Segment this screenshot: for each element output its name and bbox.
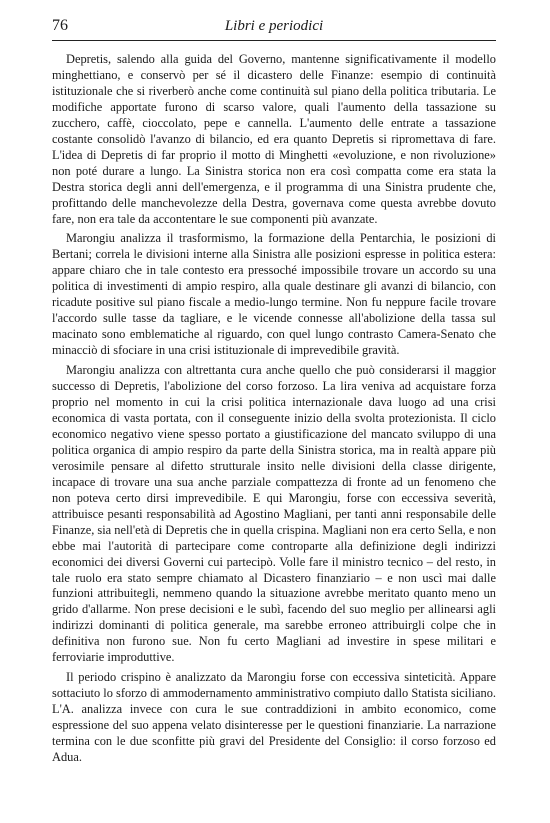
body-text bbox=[52, 52, 496, 766]
paragraph-3: Marongiu analizza con altrettanta cura anche quello che può considerarsi il maggior successo di Depretis, l'abolizione del corso forzoso. La lira veniva ad acquistare forza proprio nel momento in cui la crisi politica internazionale dava luogo ad una crisi economica di vasta portata, con il conseguente inizio della svolta protezionista. Il ciclo economico negativo viene spesso portato a giustificazione del mancato sviluppo di una politica organica di ampio respiro da parte della Sinistra storica, ma in realtà appare più verosimile pensare al difetto strutturale insito nelle divisioni della classe dirigente, incapace di trovare una sua anche parziale compattezza di fronte ad un fenomeno che non poteva certo dirsi imprevedibile. E qui Marongiu, forse con eccessiva severità, attribuisce pesanti responsabilità ad Agostino Magliani, per tanti anni responsabile delle Finanze, sia nell'età di Depretis che in quella crispina. Magliani non era certo Sella, e non ebbe mai l'autorità di partecipare come controparte alla definizione degli indirizzi economici dei diversi Governi cui partecipò. Volle fare il ministro tecnico – del resto, in tale ruolo era stato sempre chiamato al Dicastero finanziario – e non uscì mai dalle funzioni attribuitegli, nemmeno quando la situazione avrebbe meritato quanto meno un grido d'allarme. Non prese decisioni e le subì, facendo del suo meglio per allinearsi agli indirizzi dominanti di politica generale, ma sarebbe erroneo attribuirgli colpe che in definitiva non furono sue. Non fu certo Magliani ad investire in spese militari e ferroviarie improduttive. bbox=[52, 363, 497, 665]
page-number: 76 bbox=[52, 17, 68, 34]
paragraph-2: Marongiu analizza il trasformismo, la formazione della Pentarchia, le posizioni di Bertani; correla le divisioni interne alla Sinistra alle posizioni espresse in politica estera: appare chiaro che in tale contesto era pressoché impossibile trovare un accordo su una politica di investimenti di ampio respiro, alla quale destinare gli avanzi di bilancio, con ricadute positive sul piano fiscale a medio-lungo termine. Non fu neppure facile trovare l'accordo sulle tasse da tagliare, e le vicende connesse all'abolizione della tassa sul macinato sono emblematiche al riguardo, con quel lungo contrasto Camera-Senato che minacciò di sfociare in una crisi istituzionale di imprevedibile gravità. bbox=[52, 231, 496, 358]
page-header bbox=[52, 14, 496, 41]
paragraph-4: Il periodo crispino è analizzato da Marongiu forse con eccessiva sinteticità. Appare sottaciuto lo sforzo di ammodernamento amministrativo compiuto dallo Statista siciliano. L'A. analizza invece con cura le sue contraddizioni in ambito economico, come espressione del suo appena velato disinteresse per le questioni finanziarie. La narrazione termina con le due sconfitte più gravi del Presidente del Consiglio: il corso forzoso ed Adua. bbox=[52, 670, 496, 764]
paragraph-1: Depretis, salendo alla guida del Governo, mantenne significativamente il modello minghettiano, e conservò per sé il dicastero delle Finanze: esempio di continuità istituzionale che si riverberò anche come continuità sul piano della politica tributaria. Le modifiche apportate furono di scarso valore, quali l'aumento della tassazione su zucchero, caffè, cioccolato, pepe e cannella. L'aumento delle entrate a tassazione costante consolidò l'avanzo di bilancio, ed era quanto Depretis si ripromettava di fare. L'idea di Depretis di far proprio il motto di Minghetti «evoluzione, e non rivoluzione» non poté durare a lungo. La Sinistra storica non era così compatta come era stata la Destra storica degli anni dell'emergenza, e il programma di una Sinistra prudente che, profittando delle manchevolezze della Destra, governava come questa avrebbe dovuto fare, non era tale da accontentare le sue componenti più avanzate. bbox=[52, 52, 496, 226]
running-title: Libri e periodici bbox=[224, 18, 324, 34]
